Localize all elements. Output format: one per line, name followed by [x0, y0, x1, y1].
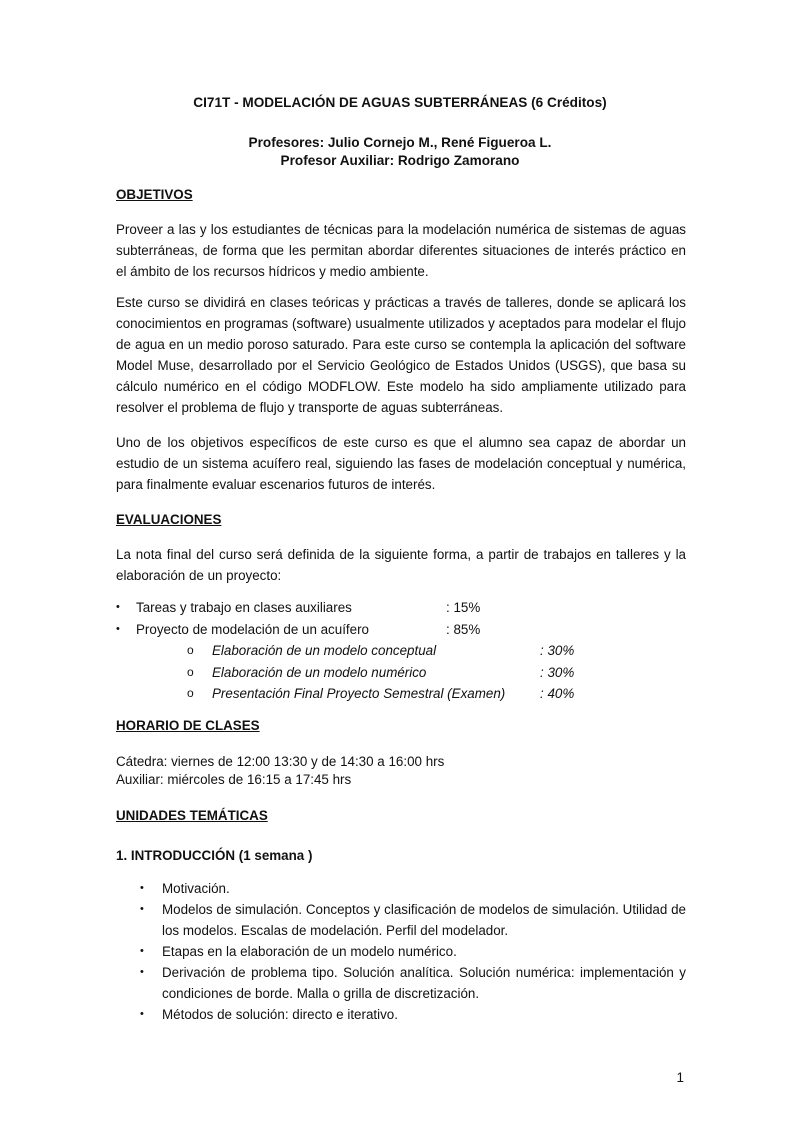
aux-professor-line: Profesor Auxiliar: Rodrigo Zamorano: [280, 153, 520, 168]
sub-list-item: o Presentación Final Proyecto Semestral (Examen) : 40%: [116, 683, 696, 705]
bullet-icon: •: [140, 903, 144, 915]
horario-heading: HORARIO DE CLASES: [116, 718, 260, 733]
unit-1-topics: [140, 878, 686, 1025]
sub-list-item: o Elaboración de un modelo numérico : 30%: [116, 662, 696, 684]
objetivos-paragraph-2: Este curso se dividirá en clases teóricas y prácticas a través de talleres, donde se aplicará los conocimientos en programas (software) usualmente utilizados y aceptados para modelar el flujo de agua en un medio poroso saturado. Para este curso se contempla la aplicación del software Model Muse, desarrollado por el Servicio Geológico de Estados Unidos (USGS), que basa su cálculo numérico en el código MODFLOW. Este modelo ha sido ampliamente utilizado para resolver el problema de flujo y transporte de aguas subterráneas.: [116, 295, 686, 415]
evaluaciones-intro: La nota final del curso será definida de la siguiente forma, a partir de trabajos en talleres y la elaboración de un proyecto:: [116, 547, 686, 583]
professors-line: Profesores: Julio Cornejo M., René Figueroa L.: [248, 135, 552, 150]
horario-auxiliar: Auxiliar: miércoles de 16:15 a 17:45 hrs: [116, 772, 352, 787]
list-item: • Proyecto de modelación de un acuífero : 85%: [116, 619, 696, 641]
list-item: • Motivación.: [140, 878, 686, 899]
evaluaciones-heading: EVALUACIONES: [116, 512, 222, 527]
objetivos-heading: OBJETIVOS: [116, 187, 193, 202]
objetivos-paragraph-3: Uno de los objetivos específicos de este curso es que el alumno sea capaz de abordar un estudio de un sistema acuífero real, siguiendo las fases de modelación conceptual y numérica, para finalmente evaluar escenarios futuros de interés.: [116, 435, 686, 492]
bullet-icon: •: [116, 622, 120, 635]
sub-list-item: o Elaboración de un modelo conceptual : 30%: [116, 640, 696, 662]
professors-block: [0, 134, 800, 170]
bullet-icon: •: [116, 601, 120, 613]
circle-bullet-icon: o: [187, 686, 194, 700]
bullet-icon: •: [140, 882, 144, 894]
list-item: • Etapas en la elaboración de un modelo numérico.: [140, 941, 686, 962]
horario-catedra: Cátedra: viernes de 12:00 13:30 y de 14:30 a 16:00 hrs: [116, 754, 445, 769]
objetivos-paragraph-1: Proveer a las y los estudiantes de técnicas para la modelación numérica de sistemas de aguas subterráneas, de forma que les permitan abordar diferentes situaciones de interés práctico en el ámbito de los recursos hídricos y medio ambiente.: [116, 222, 686, 279]
list-item: • Tareas y trabajo en clases auxiliares : 15%: [116, 597, 696, 619]
circle-bullet-icon: o: [187, 664, 194, 679]
list-item: • Modelos de simulación. Conceptos y clasificación de modelos de simulación. Utilidad de los modelos. Escalas de modelación. Perfil del modelador.: [140, 899, 686, 941]
bullet-icon: •: [140, 966, 144, 978]
evaluation-list: [116, 597, 696, 705]
unit-1-title: 1. INTRODUCCIÓN (1 semana ): [116, 848, 313, 863]
page-number: 1: [676, 1070, 684, 1085]
course-title: CI71T - MODELACIÓN DE AGUAS SUBTERRÁNEAS (6 Créditos): [193, 95, 607, 110]
bullet-icon: •: [140, 945, 144, 957]
bullet-icon: •: [140, 1008, 144, 1020]
unidades-heading: UNIDADES TEMÁTICAS: [116, 808, 268, 823]
list-item: • Métodos de solución: directo e iterativo.: [140, 1004, 686, 1025]
circle-bullet-icon: o: [187, 643, 194, 657]
list-item: • Derivación de problema tipo. Solución analítica. Solución numérica: implementación y condiciones de borde. Malla o grilla de discretización.: [140, 962, 686, 1004]
